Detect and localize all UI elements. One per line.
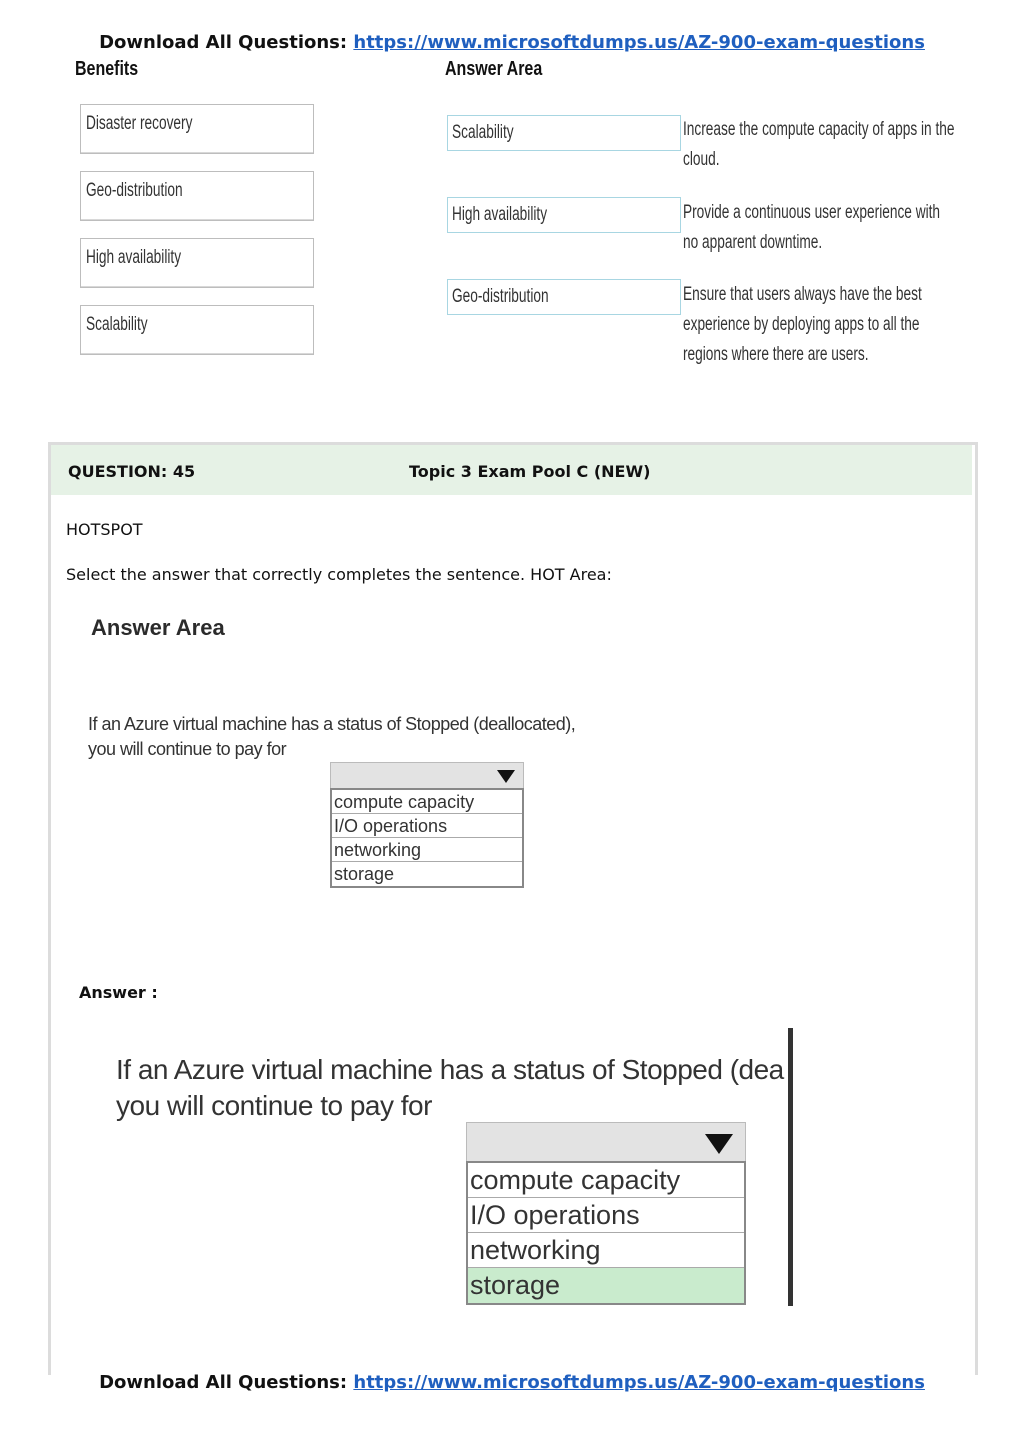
sentence-line-2: you will continue to pay for [116, 1090, 432, 1121]
question-number: QUESTION: 45 [68, 462, 196, 481]
benefit-option-geo-distribution[interactable] [80, 171, 314, 221]
hot-area-title: Answer Area [91, 615, 225, 640]
answer-slot-1[interactable] [447, 115, 681, 151]
answer-slot-2[interactable] [447, 197, 681, 233]
download-banner-bottom [0, 1372, 1024, 1393]
hot-area-sentence [88, 712, 575, 762]
chevron-down-icon [705, 1134, 733, 1154]
banner-label: Download All Questions: [99, 32, 348, 53]
dropdown-option[interactable]: networking [332, 838, 522, 862]
image-border [788, 1028, 793, 1306]
banner-label: Download All Questions: [99, 1372, 348, 1393]
answer-label: Answer : [79, 983, 158, 1002]
benefit-label: Geo-distribution [86, 180, 183, 201]
answer-description-2: Provide a continuous user experience with no apparent downtime. [683, 202, 941, 253]
chevron-down-icon[interactable] [497, 770, 515, 783]
answer-sentence [116, 1052, 784, 1124]
answer-option: networking [468, 1233, 744, 1268]
download-link[interactable]: https://www.microsoftdumps.us/AZ-900-exam-questions [353, 32, 925, 53]
question-type: HOTSPOT [66, 520, 143, 539]
benefits-header: Benefits [75, 58, 139, 80]
benefit-option-high-availability[interactable] [80, 238, 314, 288]
answer-area-header: Answer Area [445, 58, 543, 80]
answer-dropdown-options [466, 1161, 746, 1305]
answer-description-3: Ensure that users always have the best experience by deploying apps to all the regions where there are users. [683, 284, 922, 365]
benefit-option-disaster-recovery[interactable] [80, 104, 314, 154]
answer-dropdown-header [466, 1122, 746, 1162]
answer-slot-label: Geo-distribution [452, 286, 549, 307]
answer-slot-label: Scalability [452, 122, 514, 143]
download-banner-top [0, 32, 1024, 53]
answer-image [110, 1030, 788, 1308]
benefit-label: Disaster recovery [86, 113, 193, 134]
sentence-line-1: If an Azure virtual machine has a status of Stopped (deallocated), [88, 714, 576, 734]
sentence-line-2: you will continue to pay for [88, 739, 287, 759]
sentence-line-1: If an Azure virtual machine has a status of Stopped (dea [116, 1054, 784, 1085]
answer-description-1: Increase the compute capacity of apps in the cloud. [683, 119, 955, 170]
dropdown-option[interactable]: storage [334, 864, 395, 884]
answer-option: I/O operations [468, 1198, 744, 1233]
answer-option-selected: storage [468, 1268, 744, 1303]
download-link[interactable]: https://www.microsoftdumps.us/AZ-900-exam-questions [353, 1372, 925, 1393]
dropdown-option[interactable]: I/O operations [332, 814, 522, 838]
benefit-option-scalability[interactable] [80, 305, 314, 355]
answer-option: compute capacity [468, 1163, 744, 1198]
dropdown-options [330, 788, 524, 888]
answer-slot-label: High availability [452, 204, 548, 225]
dropdown-header[interactable] [330, 762, 524, 790]
question-topic: Topic 3 Exam Pool C (NEW) [409, 462, 651, 481]
answer-slot-3[interactable] [447, 279, 681, 315]
question-prompt: Select the answer that correctly completes the sentence. HOT Area: [66, 565, 612, 584]
benefit-label: High availability [86, 247, 182, 268]
dropdown-option[interactable]: compute capacity [332, 790, 522, 814]
benefit-label: Scalability [86, 314, 148, 335]
